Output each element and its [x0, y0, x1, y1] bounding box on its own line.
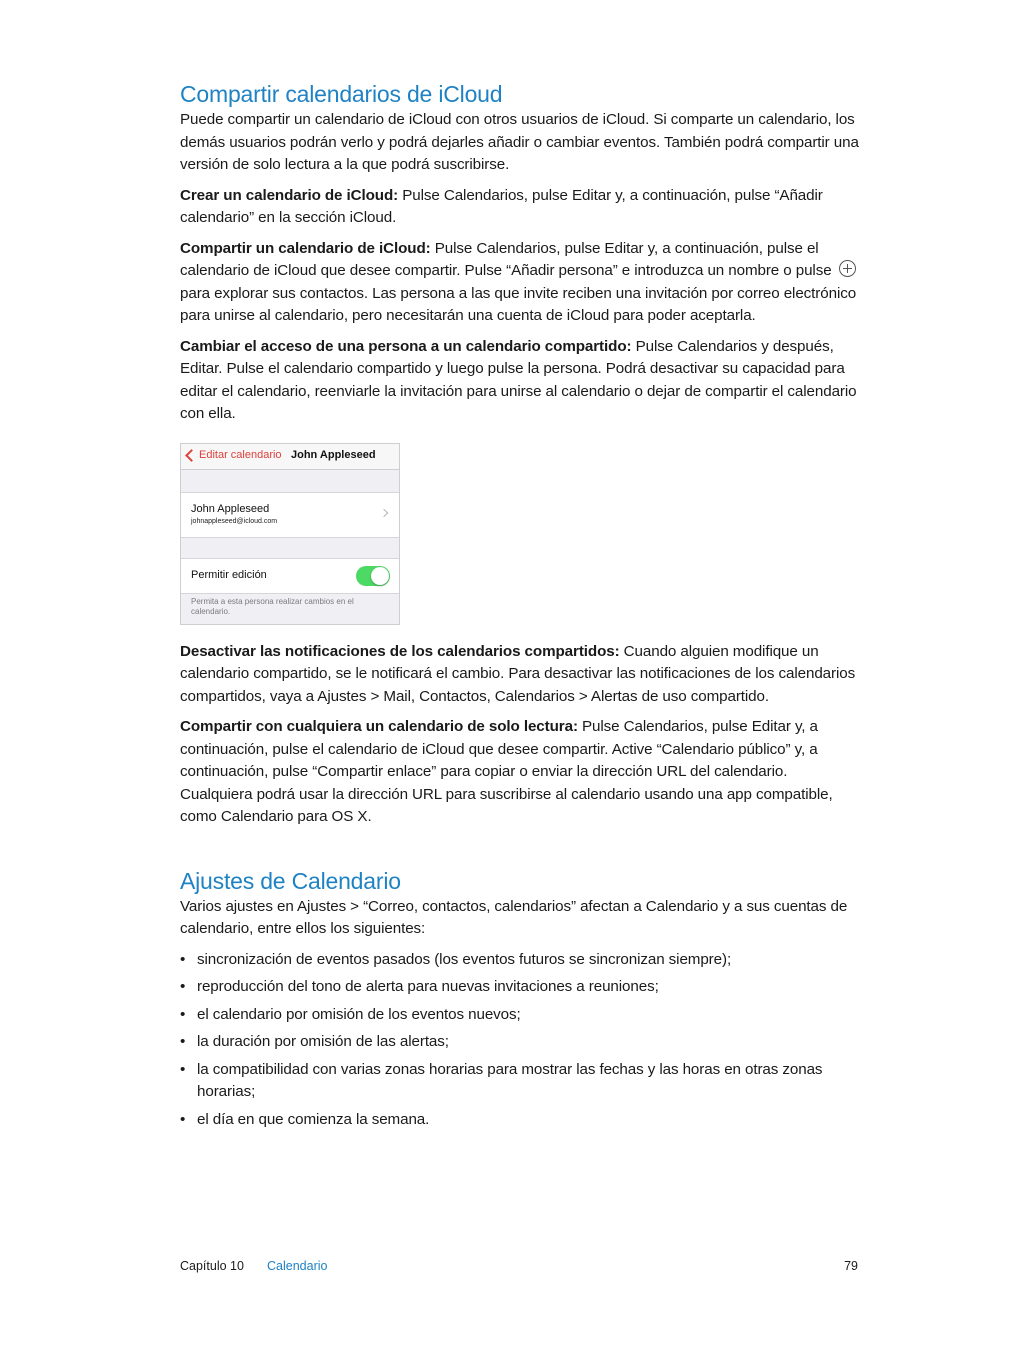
list-item-text: el calendario por omisión de los eventos nuevos; [197, 1005, 521, 1023]
crear-text: Pulse Calendarios, pulse Editar y, a continuación, pulse “Añadir calendario” en la sección iCloud. [180, 186, 823, 226]
page-content [180, 80, 860, 1131]
list-item-text: la duración por omisión de las alertas; [197, 1033, 449, 1050]
bullet: • [180, 978, 186, 995]
desactivar-text: Cuando alguien modifique un calendario compartido, se le notificará el cambio. Para desactivar las notificaciones de los calendarios compartidos, vaya a Ajustes > Mail, Contactos, Calendarios > Alertas de uso compartido. [180, 642, 856, 705]
bullet: • [180, 1110, 186, 1128]
cambiar-label: Cambiar el acceso de una persona a un calendario compartido: [180, 337, 632, 355]
crear-label: Crear un calendario de iCloud: [180, 186, 399, 204]
list-item-text: sincronización de eventos pasados (los eventos futuros se sincronizan siempre); [197, 950, 732, 968]
person-email: johnappleseed@icloud.com [191, 517, 278, 525]
desactivar-paragraph [180, 641, 860, 709]
chapter-number: Capítulo 10 [180, 1259, 244, 1273]
lectura-label: Compartir con cualquiera un calendario de solo lectura: [180, 718, 578, 735]
cambiar-text: Pulse Calendarios y después, Editar. Pulse el calendario compartido y luego pulse la persona. Podrá desactivar su capacidad para editar el calendario, reenviarle la invitación para unirse al calendario o dejar de compartir el calendario con ella. [180, 337, 857, 422]
compartir-label: Compartir un calendario de iCloud: [180, 239, 431, 257]
section-title-compartir: Compartir calendarios de iCloud [180, 81, 503, 107]
list-item [180, 1109, 860, 1132]
list-item-text: el día en que comienza la semana. [197, 1110, 430, 1128]
list-item [180, 1004, 860, 1027]
person-cell [181, 492, 399, 538]
lectura-paragraph [180, 716, 860, 829]
ajustes-section [180, 867, 860, 1132]
crear-paragraph [180, 185, 860, 230]
bullet: • [180, 1005, 186, 1023]
permitir-edicion-toggle [356, 566, 390, 586]
person-name: John Appleseed [191, 502, 270, 515]
toggle-label: Permitir edición [191, 568, 267, 581]
toggle-knob [371, 567, 389, 585]
lectura-text: Pulse Calendarios, pulse Editar y, a continuación, pulse el calendario de iCloud que desee compartir. Active “Calendario público” y, a continuación, pulse “Compartir enlace” para copiar o enviar la dirección URL del calendario. Cualquiera podrá usar la dirección URL para suscribirse al calendario usando una app compatible, como Calendario para OS X. [180, 718, 833, 825]
ajustes-intro: Varios ajustes en Ajustes > “Correo, contactos, calendarios” afectan a Calendario y a sus cuentas de calendario, entre ellos los siguientes: [180, 897, 848, 937]
nav-title: John Appleseed [291, 448, 376, 461]
section-title-ajustes: Ajustes de Calendario [180, 867, 401, 894]
compartir-paragraph [180, 238, 860, 328]
list-item [180, 976, 860, 999]
list-item [180, 949, 860, 972]
back-button: Editar calendario [199, 448, 282, 461]
bullet: • [180, 1033, 186, 1050]
list-item [180, 1031, 860, 1054]
chevron-right-icon [380, 508, 388, 516]
list-item-text: la compatibilidad con varias zonas horarias para mostrar las fechas y las horas en otras zonas horarias; [197, 1060, 823, 1100]
phone-screenshot [180, 443, 400, 625]
back-chevron-icon [185, 449, 198, 462]
page-number: 79 [844, 1259, 858, 1273]
page-footer [180, 1259, 858, 1279]
compartir-text-b: para explorar sus contactos. Las persona a las que invite reciben una invitación por correo electrónico para unirse al calendario, pero necesitarán una cuenta de iCloud para poder aceptarla. [180, 284, 857, 324]
bullet: • [180, 950, 186, 968]
nav-bar [181, 444, 399, 470]
chapter-name: Calendario [267, 1259, 328, 1273]
compartir-text-a: Pulse Calendarios, pulse Editar y, a continuación, pulse el calendario de iCloud que desee compartir. Pulse “Añadir persona” e introduzca un nombre o pulse [180, 239, 832, 279]
cambiar-paragraph [180, 336, 860, 426]
ajustes-list [180, 949, 860, 1132]
toggle-footer-note: Permita a esta persona realizar cambios en el calendario. [191, 596, 354, 616]
desactivar-label: Desactivar las notificaciones de los calendarios compartidos: [180, 642, 620, 660]
add-circle-icon [839, 260, 856, 277]
list-item [180, 1059, 860, 1104]
permitir-edicion-cell [181, 558, 399, 594]
bullet: • [180, 1060, 186, 1078]
list-item-text: reproducción del tono de alerta para nuevas invitaciones a reuniones; [197, 978, 659, 995]
intro-paragraph: Puede compartir un calendario de iCloud con otros usuarios de iCloud. Si comparte un calendario, los demás usuarios podrán verlo y podrá dejarles añadir o cambiar eventos. También podrá compartir una versión de solo lectura a la que podrá suscribirse. [180, 111, 859, 173]
